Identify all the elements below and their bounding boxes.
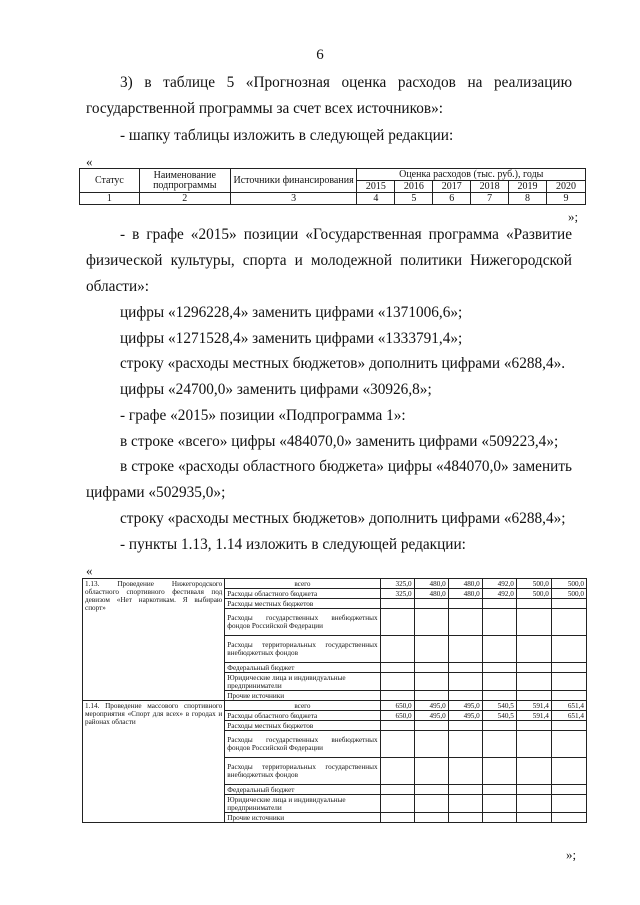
value-cell: 651,4 bbox=[551, 701, 586, 711]
value-cell: 495,0 bbox=[448, 711, 482, 721]
value-cell: 495,0 bbox=[414, 701, 448, 711]
para-a1: - в графе «2015» позиции «Государственная программа «Развитие bbox=[120, 226, 572, 243]
para-a2: физической культуры, спорта и молодежной политики Нижегородской bbox=[86, 252, 572, 269]
col-sources: Источники финансирования bbox=[230, 169, 357, 193]
year: 2016 bbox=[395, 181, 433, 193]
src-federal: Федеральный бюджет bbox=[225, 663, 380, 673]
year: 2017 bbox=[433, 181, 471, 193]
value-cell: 480,0 bbox=[448, 589, 482, 599]
value-cell: 500,0 bbox=[516, 589, 551, 599]
para-h1: в строке «расходы областного бюджета» цифры «484070,0» заменить bbox=[120, 458, 572, 475]
col-num: 3 bbox=[230, 193, 357, 205]
para-g: в строке «всего» цифры «484070,0» заменить цифрами «509223,4»; bbox=[120, 433, 559, 450]
col-num: 1 bbox=[80, 193, 140, 205]
value-cell: 500,0 bbox=[516, 579, 551, 589]
para-j: - пункты 1.13, 1.14 изложить в следующей редакции: bbox=[120, 536, 466, 553]
open-quote: « bbox=[86, 154, 93, 169]
src-local: Расходы местных бюджетов bbox=[225, 721, 380, 731]
src-total: всего bbox=[225, 579, 380, 589]
col-num: 7 bbox=[471, 193, 509, 205]
value-cell: 495,0 bbox=[448, 701, 482, 711]
value-cell: 480,0 bbox=[414, 589, 448, 599]
col-status: Статус bbox=[80, 169, 140, 193]
src-total: всего bbox=[225, 701, 380, 711]
para-h2: цифрами «502935,0»; bbox=[86, 484, 226, 501]
src-legal: Юридические лица и индивидуальные предприниматели bbox=[225, 795, 380, 813]
value-cell: 500,0 bbox=[551, 589, 586, 599]
src-other: Прочие источники bbox=[225, 813, 380, 823]
close-quote-2: »; bbox=[566, 847, 577, 862]
item3-line1: 3) в таблице 5 «Прогнозная оценка расходов на реализацию bbox=[120, 74, 572, 91]
value-cell: 591,4 bbox=[516, 701, 551, 711]
value-cell: 492,0 bbox=[482, 589, 516, 599]
col-num: 6 bbox=[433, 193, 471, 205]
src-federal: Федеральный бюджет bbox=[225, 785, 380, 795]
para-e: цифры «24700,0» заменить цифрами «30926,8»; bbox=[120, 381, 432, 398]
year: 2019 bbox=[509, 181, 547, 193]
col-num: 9 bbox=[547, 193, 586, 205]
col-num: 8 bbox=[509, 193, 547, 205]
src-other: Прочие источники bbox=[225, 691, 380, 701]
value-cell: 591,4 bbox=[516, 711, 551, 721]
value-cell: 651,4 bbox=[551, 711, 586, 721]
src-legal: Юридические лица и индивидуальные предприниматели bbox=[225, 673, 380, 691]
value-cell: 650,0 bbox=[380, 711, 414, 721]
item3-line2: государственной программы за счет всех источников»: bbox=[86, 100, 444, 117]
value-cell: 325,0 bbox=[380, 579, 414, 589]
src-territorial: Расходы территориальных государственных внебюджетных фондов bbox=[225, 758, 380, 785]
open-quote-2: « bbox=[86, 563, 93, 578]
value-cell: 540,5 bbox=[482, 711, 516, 721]
para-f: - графе «2015» позиции «Подпрограмма 1»: bbox=[120, 407, 406, 424]
col-num: 2 bbox=[139, 193, 230, 205]
src-territorial: Расходы территориальных государственных внебюджетных фондов bbox=[225, 636, 380, 663]
value-cell: 492,0 bbox=[482, 579, 516, 589]
header-table bbox=[79, 168, 586, 205]
row-1-13-desc: 1.13. Проведение Нижегородского областного спортивного фестиваля под девизом «Нет наркотикам. Я выбираю спорт» bbox=[83, 579, 225, 701]
item3-line3: - шапку таблицы изложить в следующей редакции: bbox=[120, 127, 454, 144]
year: 2018 bbox=[471, 181, 509, 193]
value-cell: 480,0 bbox=[414, 579, 448, 589]
close-quote: »; bbox=[568, 209, 579, 224]
col-name: Наименование подпрограммы bbox=[139, 169, 230, 193]
para-c: цифры «1271528,4» заменить цифрами «1333791,4»; bbox=[120, 330, 463, 347]
para-b: цифры «1296228,4» заменить цифрами «1371006,6»; bbox=[120, 304, 463, 321]
para-a3: области»: bbox=[86, 278, 150, 295]
value-cell: 325,0 bbox=[380, 589, 414, 599]
src-local: Расходы местных бюджетов bbox=[225, 599, 380, 609]
value-cell: 500,0 bbox=[551, 579, 586, 589]
page-number: 6 bbox=[316, 47, 324, 63]
col-num: 5 bbox=[395, 193, 433, 205]
para-i: строку «расходы местных бюджетов» дополнить цифрами «6288,4»; bbox=[120, 510, 566, 527]
col-estimate: Оценка расходов (тыс. руб.), годы bbox=[357, 169, 586, 181]
col-num: 4 bbox=[357, 193, 395, 205]
src-offbudget: Расходы государственных внебюджетных фондов Российской Федерации bbox=[225, 609, 380, 636]
src-regional: Расходы областного бюджета bbox=[225, 711, 380, 721]
row-1-14-desc: 1.14. Проведение массового спортивного мероприятия «Спорт для всех» в городах и районах области bbox=[83, 701, 225, 823]
value-cell: 650,0 bbox=[380, 701, 414, 711]
year: 2015 bbox=[357, 181, 395, 193]
value-cell: 495,0 bbox=[414, 711, 448, 721]
rows-table bbox=[82, 578, 587, 823]
year: 2020 bbox=[547, 181, 586, 193]
value-cell: 480,0 bbox=[448, 579, 482, 589]
src-offbudget: Расходы государственных внебюджетных фондов Российской Федерации bbox=[225, 731, 380, 758]
para-d: строку «расходы местных бюджетов» дополнить цифрами «6288,4». bbox=[120, 355, 566, 372]
src-regional: Расходы областного бюджета bbox=[225, 589, 380, 599]
value-cell: 540,5 bbox=[482, 701, 516, 711]
